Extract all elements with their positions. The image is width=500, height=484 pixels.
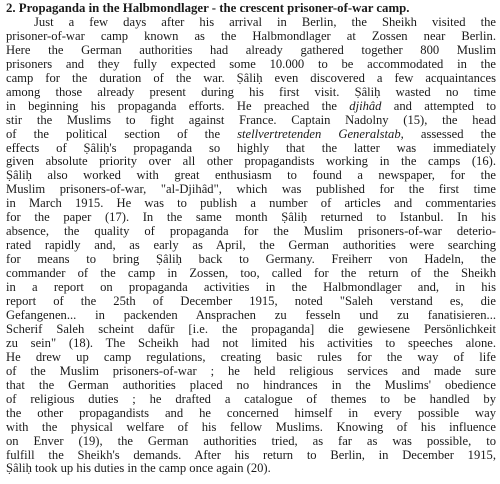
text-run: effects of Ṣâliḥ's propaganda so highly that the latter was immediately: [6, 140, 496, 155]
text-line: [6, 197, 496, 211]
text-run: report of the 25th of December 1915, noted "Saleh verstand es, die: [6, 294, 496, 309]
italic-term: djihâd: [349, 98, 382, 113]
text-line: [6, 337, 496, 351]
text-run: Scherif Saleh scheint dafür [i.e. the propaganda] die gewiesene Persönlichkeit: [6, 321, 496, 336]
text-run: in beginning his propaganda efforts. He preached the: [6, 98, 350, 113]
text-run: prisoners and they fully expected some 10.000 to be accommodated in the: [6, 56, 496, 71]
text-run: among those already present during his first visit. Ṣâliḥ wasted no time: [6, 84, 496, 99]
text-run: absence, the quality of propaganda for the Muslim prisoners-of-war deterio-: [6, 224, 496, 239]
text-line: [6, 281, 496, 295]
text-run: Just a few days after his arrival in Berlin, the Sheikh visited the: [34, 14, 496, 29]
text-line: [6, 267, 496, 281]
text-run: zu sein" (18). The Scheikh had not limited his activities to speeches alone.: [6, 335, 496, 350]
text-run: assessed the: [403, 126, 496, 141]
text-run: camp for the duration of the war. Ṣâliḥ even discovered a few acquaintances: [6, 70, 496, 85]
text-run: of the political section of the: [6, 126, 238, 141]
text-run: and attempted to: [381, 98, 496, 113]
text-line: [6, 365, 496, 379]
text-run: in a report on propaganda activities in the Halbmondlager and, in his: [6, 280, 496, 295]
text-run: the other propagandists and he concerned himself in every possible way: [6, 405, 496, 420]
text-run: given absolute priority over all other propagandists working in the camps (16).: [6, 154, 496, 169]
text-run: Gefangenen... in packenden Ansprachen zu fesseln und zu fanatisieren...: [6, 307, 496, 322]
text-run: that the German authorities placed no hindrances in the Muslims' obedience: [6, 377, 496, 392]
text-run: for means to bring Ṣâliḥ back to Germany. Freiherr von Hadeln, the: [6, 252, 496, 267]
text-line: [6, 16, 496, 30]
text-run: of the Muslim prisoners-of-war ; he held religious services and made sure: [6, 363, 496, 378]
text-run: fulfill the Sheikh's demands. After his return to Berlin, in December 1915,: [6, 447, 496, 462]
section-heading: 2. Propaganda in the Halbmondlager - the crescent prisoner-of-war camp.: [6, 1, 410, 15]
text-run: in March 1915. He was to publish a number of articles and commentaries: [6, 196, 496, 211]
text-run: of religious duties ; he drafted a catalogue of themes to be handled by: [6, 391, 496, 406]
text-line: [6, 211, 496, 225]
text-line: [6, 114, 496, 128]
text-line: [6, 155, 496, 169]
text-line: [6, 393, 496, 407]
text-run: on Enver (19), the German authorities tried, as far as was possible, to: [6, 433, 496, 448]
text-line: [6, 351, 496, 365]
text-line: [6, 462, 496, 476]
text-line: [6, 30, 496, 44]
text-line: [6, 142, 496, 156]
text-run: commander of the camp in Zossen, too, called for the return of the Sheikh: [6, 266, 496, 281]
text-run: Ṣâliḥ took up his duties in the camp once again (20).: [6, 461, 271, 476]
text-line: [6, 86, 496, 100]
text-line: [6, 100, 496, 114]
text-line: [6, 225, 496, 239]
text-line: [6, 309, 496, 323]
text-line: [6, 169, 496, 183]
text-line: [6, 44, 496, 58]
text-line: [6, 239, 496, 253]
text-run: He drew up camp regulations, creating basic rules for the way of life: [6, 349, 496, 364]
text-line: [6, 58, 496, 72]
text-line: [6, 72, 496, 86]
text-run: for the paper (17). In the same month Ṣâliḥ returned to Istanbul. In his: [6, 210, 496, 225]
text-line: [6, 183, 496, 197]
text-line: [6, 295, 496, 309]
text-line: [6, 421, 496, 435]
text-run: stir the Muslims to fight against France. Captain Nadolny (15), the head: [6, 112, 496, 127]
text-run: Ṣâliḥ also worked with great enthusiasm to found a newspaper, for the: [6, 168, 496, 183]
text-line: [6, 435, 496, 449]
text-line: [6, 379, 496, 393]
text-line: [6, 407, 496, 421]
text-run: Muslim prisoners-of-war, "al-Djihâd", which was published for the first time: [6, 182, 496, 197]
text-run: rated rapidly and, as early as April, the German authorities were searching: [6, 238, 496, 253]
text-run: prisoner-of-war camp known as the Halbmondlager at Zossen near Berlin.: [6, 28, 496, 43]
text-line: [6, 323, 496, 337]
text-line: [6, 449, 496, 463]
text-line: [6, 253, 496, 267]
text-run: Here the German authorities had already gathered together 800 Muslim: [6, 42, 496, 57]
body-paragraph: [6, 16, 496, 476]
text-run: with the physical welfare of his fellow Muslims. Knowing of his influence: [6, 419, 496, 434]
document-page: [6, 2, 496, 482]
italic-term: stellvertretenden Generalstab,: [237, 126, 404, 141]
text-line: [6, 128, 496, 142]
